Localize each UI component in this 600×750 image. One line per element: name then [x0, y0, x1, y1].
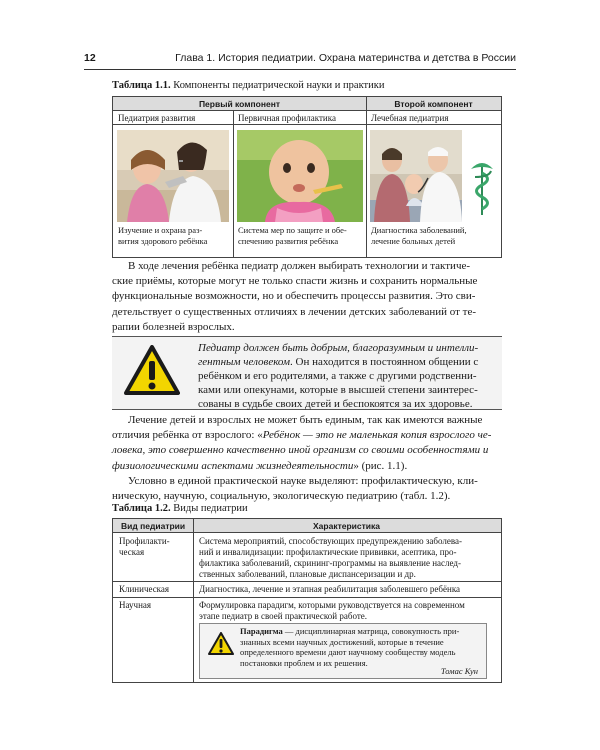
table1-col-header: Лечебная педиатрия	[366, 111, 501, 125]
page-number: 12	[84, 52, 96, 64]
warning-triangle-icon	[208, 632, 234, 656]
medical-caduceus-icon	[465, 157, 499, 217]
warning-triangle-icon	[124, 345, 180, 397]
table2-header-row	[113, 519, 501, 533]
table1-description: Система мер по защите и обе- спечению развития ребёнка	[238, 225, 347, 246]
table2-caption-text: Виды педиатрии	[170, 503, 248, 514]
table2-desc-cell: Система мероприятий, способствующих предупреждению заболева- ний и инвалидизации: профилактические прививки, асептика, про- филактика заболеваний, скрининг-программы на выявление наслед- ственных заболеваний, плановые диспансеризации и др.	[199, 536, 462, 579]
child-ent-exam-photo	[117, 130, 229, 222]
table2-caption-label: Таблица 1.2.	[112, 503, 171, 514]
table2-desc-cell: Формулировка парадигм, которыми руководствуется на современном этапе педиатр в своей практической работе.	[199, 600, 465, 621]
table2-type-cell: Научная	[119, 600, 152, 610]
body-paragraph: Лечение детей и взрослых не может быть единым, так как имеются важные отличия ребёнка от взрослого: «Ребёнок — это не маленькая копия взрослого че- ловека, это совершенно качественно иной организм со своими особенностями и физиологическими аспектами жизнедеятельности» (рис. 1.1).	[112, 414, 492, 472]
table1-description: Диагностика заболеваний, лечение больных детей	[371, 225, 467, 246]
table1-group1-header: Первый компонент	[113, 97, 366, 111]
table2-caption	[112, 503, 248, 514]
table1-description: Изучение и охрана раз- вития здорового ребёнка	[118, 225, 208, 246]
table2-desc-cell: Диагностика, лечение и этапная реабилитация заболевшего ребёнка	[199, 584, 461, 594]
chapter-title: Глава 1. История педиатрии. Охрана материнства и детства в России	[175, 52, 516, 64]
table1-col-header: Первичная профилактика	[233, 111, 366, 125]
infant-feeding-photo	[237, 130, 363, 222]
header-rule	[84, 69, 516, 70]
table1-caption-label: Таблица 1.1.	[112, 80, 171, 91]
table1	[112, 96, 502, 258]
warning-text: Педиатр должен быть добрым, благоразумным и интелли- гентным человеком. Он находится в постоянном общении с ребёнком и его родителями, а также с другими родственни- ками или опекунами, которые в высшей степени заинтерес- сованы в судьбе своих детей и беспокоятся за их здоровье.	[198, 342, 479, 410]
table1-col-header: Педиатрия развития	[113, 111, 233, 125]
warning-callout	[112, 336, 502, 410]
table2-head-char: Характеристика	[313, 521, 380, 531]
table1-caption-text: Компоненты педиатрической науки и практики	[170, 80, 385, 91]
paradigm-quote	[199, 623, 487, 679]
table2	[112, 518, 502, 683]
table2-type-cell: Клиническая	[119, 584, 170, 594]
body-paragraph: Условно в единой практической науке выделяют: профилактическую, кли- ническую, научную, социальную, экологическую педиатрию (табл. 1.2).	[112, 475, 478, 503]
quote-text: Парадигма — дисциплинарная матрица, совокупность при- знанных всеми научных достижений, которые в течение определенного времени дают научному сообществу модель постановки проблем и их решения.	[240, 626, 460, 668]
body-paragraph: В ходе лечения ребёнка педиатр должен выбирать технологии и тактиче- ские приёмы, которые могут не только спасти жизнь и сохранить нормальные функциональные возможности, но и обеспечить процессы развития. Это сви- детельствует о существенных отличиях в лечении детских заболеваний от те- рапии болезней взрослых.	[112, 260, 478, 333]
table1-caption	[112, 80, 384, 91]
table2-type-cell: Профилакти- ческая	[119, 536, 170, 557]
running-header	[84, 52, 516, 68]
table2-head-type: Вид педиатрии	[121, 521, 186, 531]
doctor-with-baby-photo	[370, 130, 462, 222]
quote-author: Томас Кун	[440, 666, 478, 676]
table1-group2-header: Второй компонент	[366, 97, 501, 111]
